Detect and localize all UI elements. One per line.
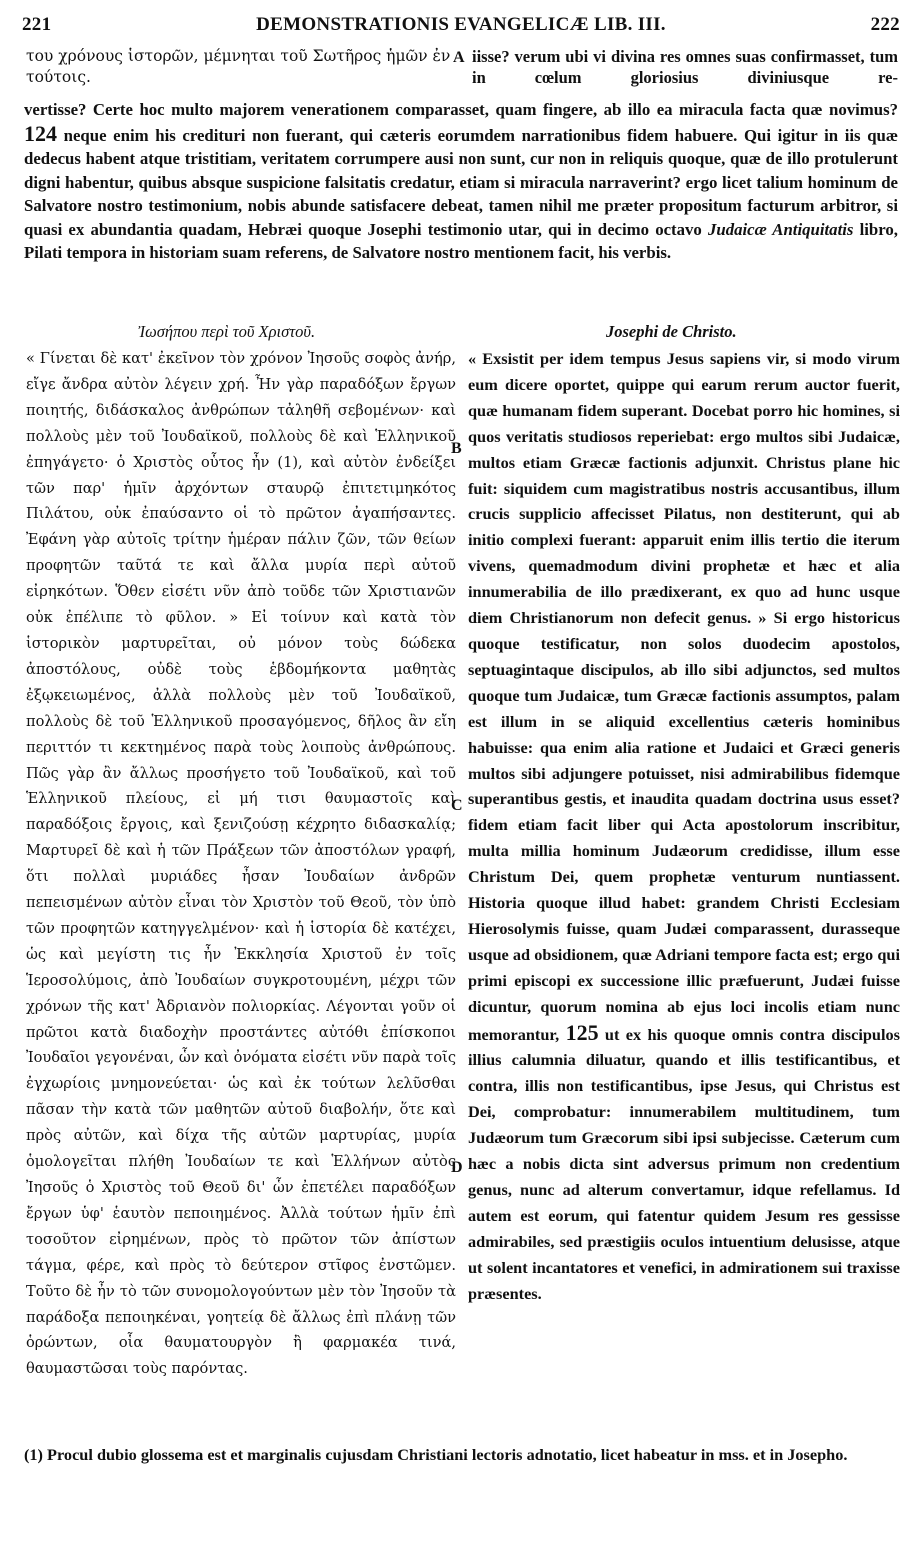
section-number-125: 125 <box>565 1019 599 1045</box>
margin-letter-a: A <box>453 49 465 66</box>
margin-letter-b: B <box>451 440 462 457</box>
page-number-left: 221 <box>22 14 52 35</box>
running-head <box>22 14 900 40</box>
latin-intro-text-cont: neque enim his credituri non fuerant, qui cæteris eorumdem narrationibus fidem habuere. Qui igitur in iis quæ dedecus habent atque tristitiam, veritatem corrumpere ausi non sunt, cur non in reliquis quoque, quæ de illo protulerunt digni habentur, quibus absque suspicione falsitatis credatur, etiam si miracula narraverint? ergo licet talium hominum de Salvatore nostro testimonium, nobis abunde satisfacere debeat, tamen nihil me præter propositum facturum arbitror, si quasi ex abundantia quadam, Hebræi quoque Josephi testimonio utar, qui in decimo octavo <box>24 125 898 239</box>
page-number-right: 222 <box>870 14 900 35</box>
book-title: Judaicæ Antiquitatis <box>707 219 854 239</box>
latin-column-heading: Josephi de Christo. <box>606 322 737 341</box>
greek-column-heading: Ἰωσήπου περὶ τοῦ Χριστοῦ. <box>138 322 316 341</box>
section-number-124: 124 <box>24 120 57 146</box>
footnote: (1) Procul dubio glossema est et marginalis cujusdam Christiani lectoris adnotatio, licet habeatur in mss. et in Josepho. <box>24 1445 848 1464</box>
latin-intro-text: vertisse? Certe hoc multo majorem venerationem comparasset, quam fingere, ab illo ea miracula facta quæ novimus? <box>24 100 898 119</box>
latin-column-text-b: ut ex his quoque omnis contra discipulos illius calumnia diluatur, quando et illis testificantibus, et contra, illis non testificantibus, ipse Jesus, qui Christus est Dei, comprobatur: innumerabilem multitudinem, tum Judæorum tum Græcorum sibi ipsi subjecisse. Cæterum cum hæc a nobis dicta sint adversus primum non credentium genus, nunc ad alterum convertamur, idque refellamus. Id autem est eorum, qui fatentur quidem Jesum res gessisse admirabiles, sed præstigiis oculos intuentium delusisse, atque ut solent incantatores et venefici, in admirationem sui traxisse præsentes. <box>468 1024 900 1303</box>
running-title: DEMONSTRATIONIS EVANGELICÆ LIB. III. <box>256 14 666 35</box>
latin-intro-paragraph <box>24 98 898 265</box>
greek-column-text: « Γίνεται δὲ κατ' ἐκεῖνον τὸν χρόνον Ἰησοῦς σοφὸς ἀνήρ, εἴγε ἄνδρα αὐτὸν λέγειν χρή. Ἦν γὰρ παραδόξων ἔργων ποιητής, διδάσκαλος ἀνθρώπων τἀληθῆ σεβομένων· καὶ πολλοὺς μὲν τοῦ Ἰουδαϊκοῦ, πολλοὺς δὲ καὶ Ἑλληνικοῦ ἐπηγάγετο· ὁ Χριστὸς οὗτος ἦν (1), καὶ αὐτὸν ἐνδείξει τῶν παρ' ἡμῖν ἀρχόντων σταυρῷ ἐπιτετιμηκότος Πιλάτου, οὐκ ἐπαύσαντο οἱ τὸ πρῶτον ἀγαπήσαντες. Ἐφάνη γὰρ αὐτοῖς τρίτην ἡμέραν πάλιν ζῶν, τῶν θείων προφητῶν ταῦτά τε καὶ ἄλλα μυρία περὶ αὐτοῦ εἰρηκότων. Ὅθεν εἰσέτι νῦν ἀπὸ τοῦδε τῶν Χριστιανῶν οὐκ ἐπέλιπε τὸ φῦλον. » Εἰ τοίνυν καὶ κατὰ τὸν ἱστορικὸν μαρτυρεῖται, οὐ μόνον τοὺς δώδεκα ἀποστόλους, οὐδὲ τοὺς ἑβδομήκοντα μαθητὰς ἐξῳκειωμένος, ἀλλὰ πολλοὺς μὲν τοῦ Ἰουδαϊκοῦ, πολλοὺς δὲ τοῦ Ἑλληνικοῦ προσαγόμενος, δῆλος ἂν εἴη περιττόν τι κεκτημένος παρὰ τοὺς λοιποὺς ἀνθρώπους. Πῶς γὰρ ἂν ἄλλως προσήγετο τοῦ Ἰουδαϊκοῦ, καὶ τοῦ Ἑλληνικοῦ πλείους, εἰ μή τισι θαυμαστοῖς καὶ παραδόξοις ἔργοις, καὶ ξενιζούσῃ κέχρητο διδασκαλίᾳ; Μαρτυρεῖ δὲ καὶ ἡ τῶν Πράξεων τῶν ἀποστόλων γραφή, ὅτι πολλαὶ μυριάδες ἦσαν Ἰουδαίων ἀνδρῶν πεπεισμένων αὐτὸν εἶναι τὸν Χριστὸν τοῦ Θεοῦ, τὸν ὑπὸ τῶν προφητῶν κατηγγελμένον· καὶ ἡ ἱστορία δὲ κατέχει, ὡς καὶ μεγίστη τις ἦν Ἐκκλησία Χριστοῦ ἐν τοῖς Ἱεροσολύμοις, ἀπὸ Ἰουδαίων συγκροτουμένη, μέχρι τῶν χρόνων τῆς κατ' Ἀδριανὸν πολιορκίας. Λέγονται γοῦν οἱ πρῶτοι κατὰ διαδοχὴν προστάντες αὐτόθι ἐπίσκοποι Ἰουδαῖοι γεγονέναι, ὧν καὶ ὀνόματα εἰσέτι νῦν παρὰ τοῖς ἐγχωρίοις μνημονεύεται· ὡς καὶ ἐκ τούτων λελῦσθαι πᾶσαν τὴν κατὰ τῶν μαθητῶν αὐτοῦ διαβολήν, ὅτε καὶ πρὸς αὐτῶν, καὶ δίχα τῆς αὐτῶν μαρτυρίας, μυρία ὁμολογεῖται πλήθη Ἰουδαίων τε καὶ Ἑλλήνων αὐτὸς Ἰησοῦς ὁ Χριστὸς τοῦ Θεοῦ δι' ὧν ἐπετέλει παραδόξων ἔργων ὑφ' ἑαυτὸν πεποιημένος. Ἀλλὰ τούτων ἡμῖν ἐπὶ τοσοῦτον εἰρημένων, πρὸς τὸ πρῶτον τῶν ἀπίστων τάγμα, φέρε, καὶ πρὸς τὸ δεύτερον στῖφος ἐνστῶμεν. Τοῦτο δὲ ἦν τὸ τῶν συνομολογούντων μὲν τὸν Ἰησοῦν τὰ παράδοξα πεποιηκέναι, γοητείᾳ δὲ ἄλλως ἐπὶ πλάνῃ τῶν ὁρώντων, οἷα θαυματουργὸν ἢ φαρμακέα τινά, θαυμαστῶσαι τοὺς παρόντας. <box>26 350 456 1378</box>
latin-column-text-a: « Exsistit per idem tempus Jesus sapiens vir, si modo virum eum dicere oportet, quippe qui earum rerum auctor fuerit, quæ humanam fidem superant. Docebat porro hic homines, si quos veritatis studiosos reperiebat: ergo multos sibi Judaicæ, multos etiam Græcæ factionis adjunxit. Christus plane hic fuit: siquidem cum magistratibus nostris accusantibus, illum crucis supplicio affecisset Pilatus, non destiterunt, qui ab initio complexi fuerant: apparuit enim illis tertio die iterum vivens, quemadmodum divini prophetæ et hæc et alia innumerabilia de illo prædixerant, ex quo ad hunc usque diem Christianorum non defecit genus. » Si ergo historicus quoque testificatur, non solos duodecim apostolos, septuagintaque discipulos, ab illo sibi adjunctos, sed multos quoque tum Judaicæ, tum Græcæ factionis assumptos, palam est illum in se aliquid excellentius cæteris hominibus habuisse: qua enim alia ratione et Judaici et Græci generis multos sibi adjungere potuisset, nisi admirabilibus fidemque superantibus gestis, et inaudita quadam doctrina usus esset? fidem etiam facit liber qui Acta apostolorum inscribitur, multa millia hominum Judæorum credidisse, illum esse Christum Dei, quem prophetæ venturum nuntiassent. Historia quoque illud habet: grandem Christi Ecclesiam Hierosolymis fuisse, quam Judæi comparassent, durasseque usque ad obsidionem, quæ Adriani tempore facta est; ergo qui primi episcopi ex successione illic præfuerunt, Judæi fuisse dicuntur, quorum nomina ab ejus loci incolis etiam nunc memorantur, <box>468 349 900 1044</box>
greek-intro-fragment: του χρόνους ἱστορῶν, μέμνηται τοῦ Σωτῆρος ἡμῶν ἐν τούτοις. <box>26 47 451 86</box>
latin-column-text <box>468 346 900 1307</box>
latin-intro-text-end: libro, Pilati tempora in historiam suam referens, de Salvatore nostro mentionem facit, his verbis. <box>24 219 898 262</box>
margin-letter-d: D <box>451 1159 463 1176</box>
margin-letter-c: C <box>451 797 463 814</box>
latin-intro-fragment: iisse? verum ubi vi divina res omnes suas confirmasset, tum in cœlum gloriosius diviniusque re- <box>472 47 898 87</box>
